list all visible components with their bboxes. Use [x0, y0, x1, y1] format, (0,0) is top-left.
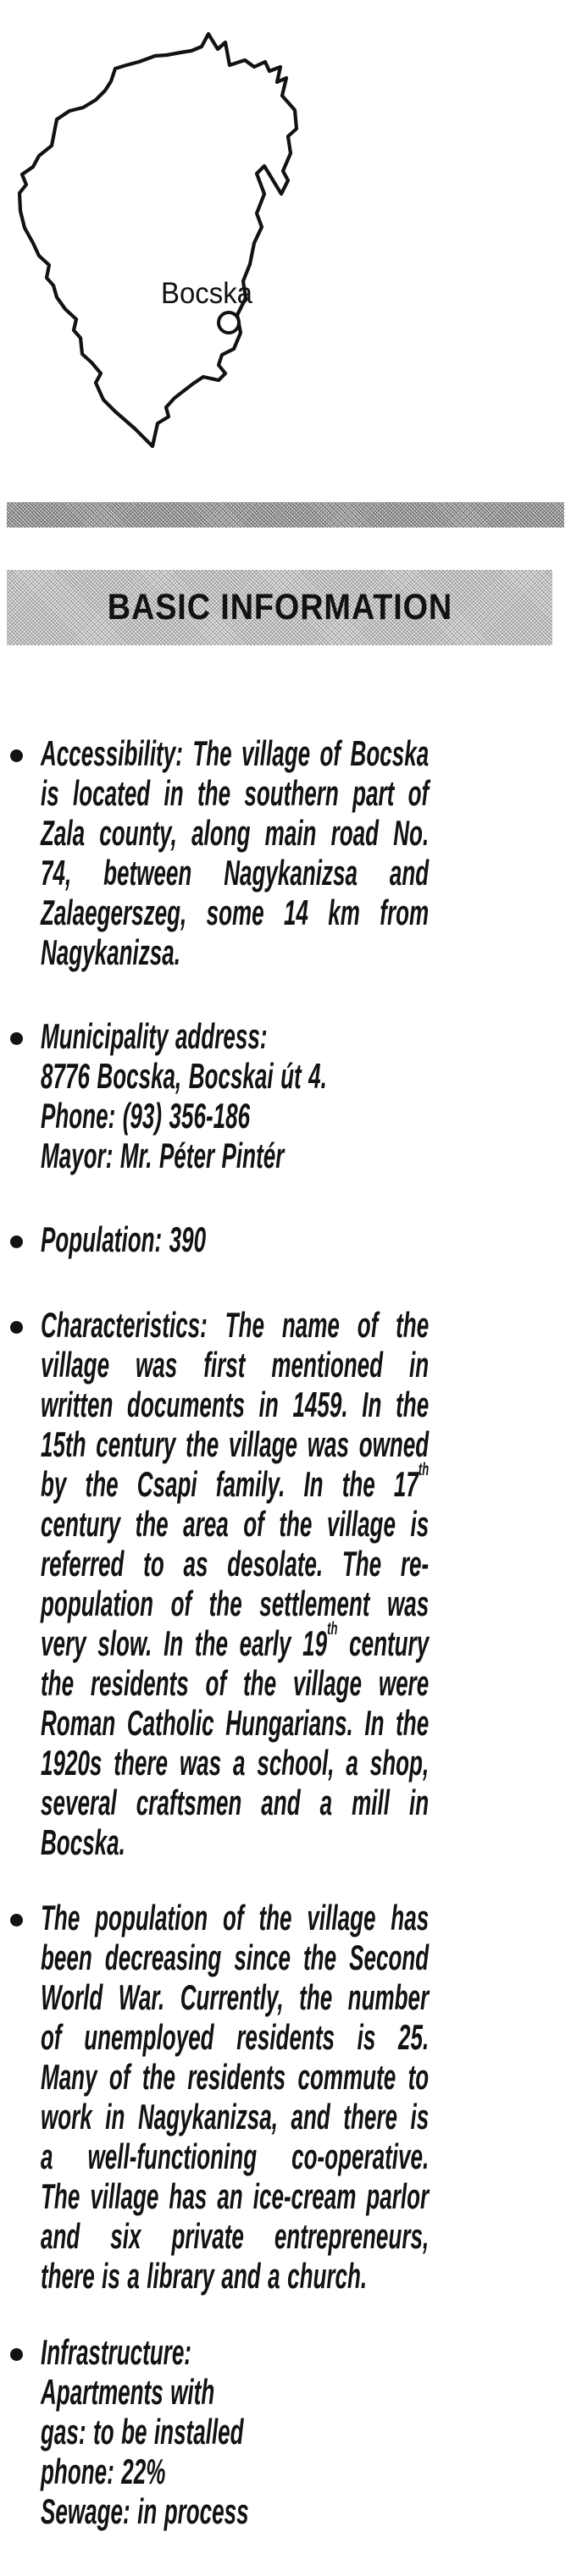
- bullet-marker: [10, 1321, 23, 1334]
- paragraph-line: Infrastructure:: [41, 2332, 191, 2372]
- village-marker: [219, 312, 239, 333]
- paragraph-line: the residents of the village were: [41, 1663, 430, 1703]
- bullet-marker: [10, 1235, 23, 1248]
- paragraph-line: century the area of the village is: [41, 1504, 430, 1544]
- map-outline: [19, 34, 297, 446]
- divider-bar: [7, 502, 564, 528]
- paragraph-line: Sewage: in process: [41, 2491, 249, 2531]
- paragraph-line: 15th century the village was owned: [41, 1424, 430, 1464]
- paragraph-line: Zalaegerszeg, some 14 km from: [41, 893, 430, 932]
- bullet-item: [8, 1305, 432, 1862]
- bullet-item: [8, 1219, 432, 1259]
- paragraph-line: Municipality address:: [41, 1016, 268, 1056]
- paragraph-line: there is a library and a church.: [41, 2256, 368, 2296]
- paragraph-line: work in Nagykanizsa, and there is: [41, 2097, 430, 2137]
- paragraph-line: of unemployed residents is 25.: [41, 2017, 430, 2057]
- bullet-item: [8, 1898, 432, 2296]
- paragraph: [41, 733, 429, 972]
- bullet-item: [8, 733, 432, 972]
- paragraph-line: a well-functioning co-operative.: [41, 2137, 430, 2176]
- section-header-band: [7, 570, 552, 645]
- paragraph-line: The population of the village has: [41, 1898, 430, 1938]
- village-map: [0, 0, 571, 474]
- paragraph: [41, 2332, 429, 2531]
- bullet-marker: [10, 1914, 23, 1926]
- paragraph-line: and six private entrepreneurs,: [41, 2216, 430, 2256]
- paragraph-line: is located in the southern part of: [41, 773, 430, 813]
- paragraph: [41, 1898, 429, 2296]
- bullet-item: [8, 2332, 432, 2531]
- paragraph-line: Nagykanizsa.: [41, 932, 181, 972]
- paragraph-line: 8776 Bocska, Bocskai út 4.: [41, 1056, 327, 1096]
- paragraph-line: 1920s there was a school, a shop,: [41, 1743, 430, 1783]
- paragraph-line: The village has an ice-cream parlor: [41, 2176, 430, 2216]
- paragraph-line: been decreasing since the Second: [41, 1938, 430, 1977]
- bullet-item: [8, 1016, 432, 1175]
- paragraph-line: gas: to be installed: [41, 2412, 244, 2452]
- paragraph-line: Roman Catholic Hungarians. In the: [41, 1703, 430, 1743]
- paragraph-line: World War. Currently, the number: [41, 1977, 430, 2017]
- bullet-marker: [10, 2348, 23, 2361]
- paragraph: [41, 1016, 429, 1175]
- paragraph-line: Many of the residents commute to: [41, 2057, 430, 2097]
- bullet-marker: [10, 749, 23, 762]
- paragraph-line: Apartments with: [41, 2372, 215, 2412]
- paragraph-line: Bocska.: [41, 1822, 125, 1862]
- paragraph-line: several craftsmen and a mill in: [41, 1783, 430, 1822]
- paragraph-line: Mayor: Mr. Péter Pintér: [41, 1136, 285, 1175]
- bullet-marker: [10, 1032, 23, 1045]
- map-label: Bocska: [161, 277, 253, 310]
- paragraph-line: Phone: (93) 356-186: [41, 1096, 251, 1136]
- paragraph-line: Accessibility: The village of Bocska: [41, 733, 430, 773]
- paragraph-line: referred to as desolate. The re-: [41, 1544, 430, 1584]
- paragraph-line: phone: 22%: [41, 2452, 166, 2491]
- paragraph-line: by the Csapi family. In the 17th: [41, 1459, 430, 1504]
- section-title: BASIC INFORMATION: [107, 587, 452, 627]
- paragraph-line: very slow. In the early 19th century: [41, 1618, 430, 1663]
- paragraph-line: written documents in 1459. In the: [41, 1385, 430, 1424]
- paragraph-line: population of the settlement was: [41, 1584, 430, 1623]
- paragraph-line: Population: 390: [41, 1219, 207, 1259]
- paragraph: [41, 1305, 429, 1862]
- paragraph: [41, 1219, 429, 1259]
- paragraph-line: village was first mentioned in: [41, 1345, 430, 1385]
- paragraph-line: Characteristics: The name of the: [41, 1305, 430, 1345]
- paragraph-line: Zala county, along main road No.: [41, 813, 430, 853]
- paragraph-line: 74, between Nagykanizsa and: [41, 853, 430, 893]
